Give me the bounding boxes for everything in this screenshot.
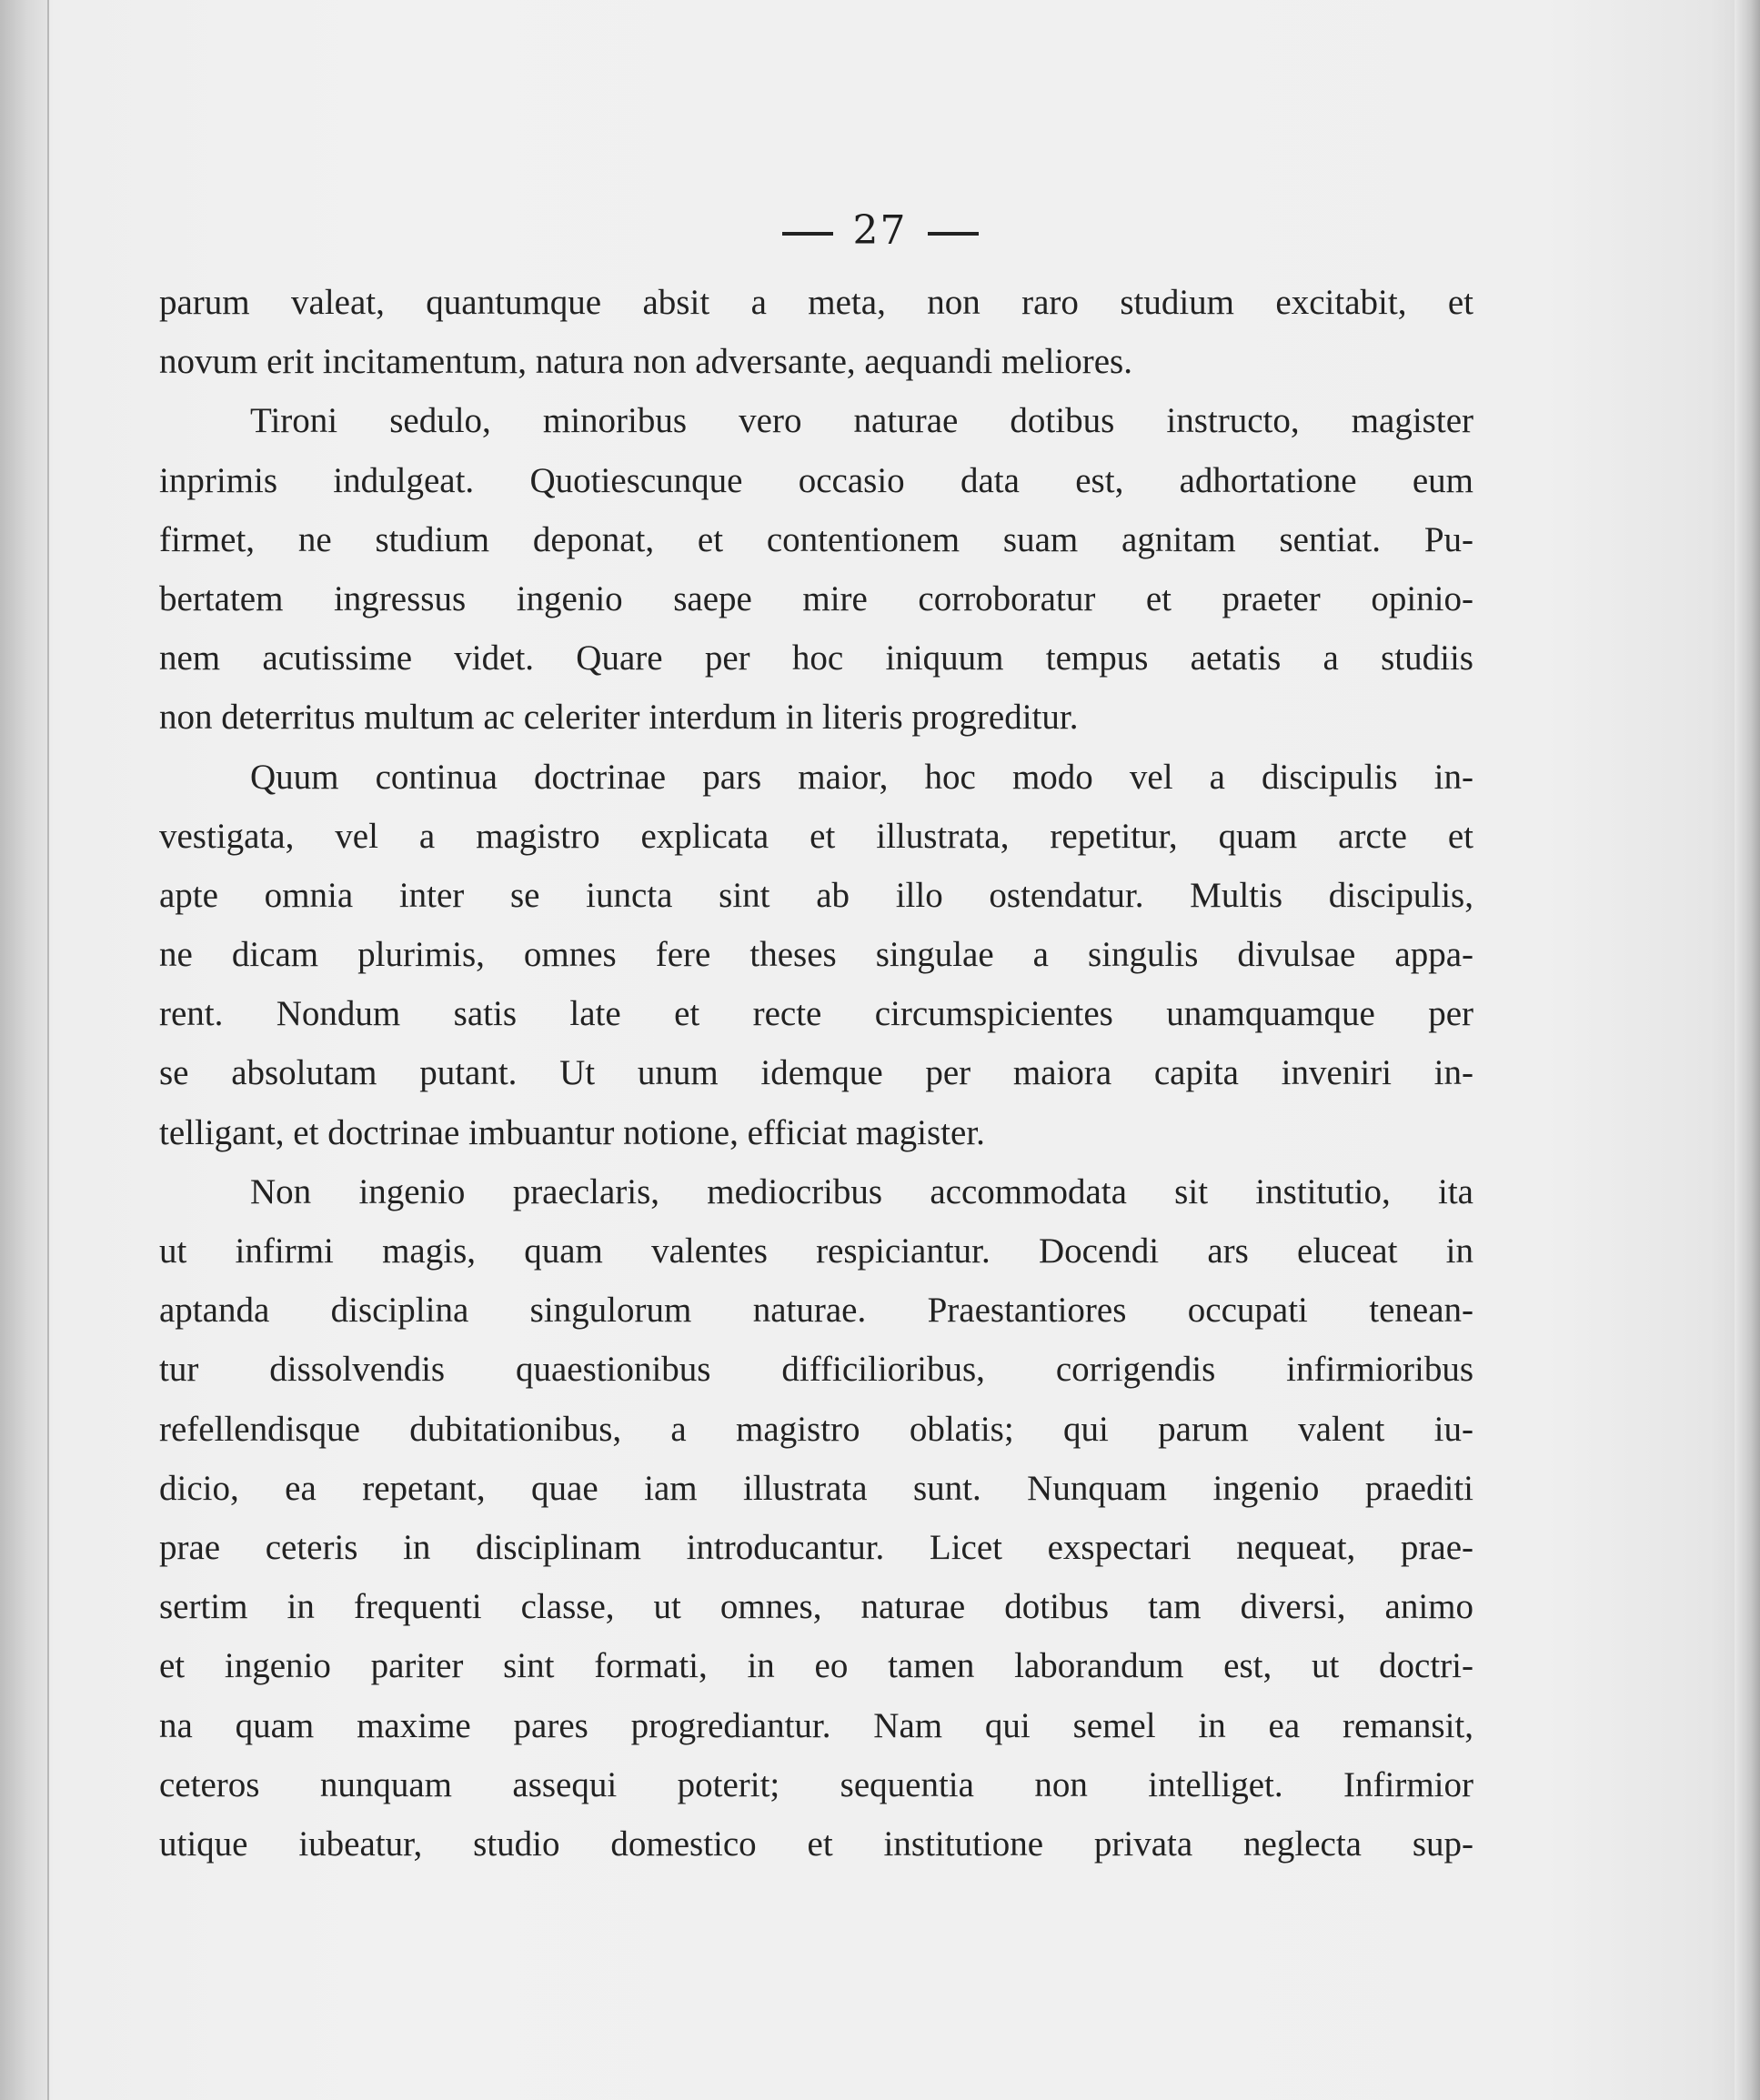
- text-line: se absolutam putant. Ut unum idemque per maiora capita inveniri in-: [159, 1053, 1473, 1093]
- text-line: telligant, et doctrinae imbuantur notione, efficiat magister.: [159, 1112, 985, 1152]
- text-line: dicio, ea repetant, quae iam illustrata sunt. Nunquam ingenio praediti: [159, 1468, 1473, 1508]
- text-line: ne dicam plurimis, omnes fere theses singulae a singulis divulsae appa-: [159, 935, 1473, 975]
- text-line: Non ingenio praeclaris, mediocribus accommodata sit institutio, ita: [250, 1171, 1473, 1211]
- text-line: Quum continua doctrinae pars maior, hoc modo vel a discipulis in-: [250, 757, 1473, 797]
- text-line: apte omnia inter se iuncta sint ab illo ostendatur. Multis discipulis,: [159, 875, 1473, 915]
- text-line: rent. Nondum satis late et recte circumspicientes unamquamque per: [159, 994, 1473, 1034]
- text-line: refellendisque dubitationibus, a magistro oblatis; qui parum valent iu-: [159, 1409, 1473, 1449]
- text-line: et ingenio pariter sint formati, in eo tamen laborandum est, ut doctri-: [159, 1646, 1473, 1686]
- text-line: nem acutissime videt. Quare per hoc iniquum tempus aetatis a studiis: [159, 638, 1473, 678]
- book-gutter: [0, 0, 49, 2100]
- page-number: 27: [852, 207, 908, 254]
- text-line: bertatem ingressus ingenio saepe mire corroboratur et praeter opinio-: [159, 578, 1473, 618]
- text-line: Tironi sedulo, minoribus vero naturae dotibus instructo, magister: [250, 401, 1473, 441]
- text-line: prae ceteris in disciplinam introducantur. Licet exspectari nequeat, prae-: [159, 1527, 1473, 1567]
- text-line: tur dissolvendis quaestionibus difficilioribus, corrigendis infirmioribus: [159, 1350, 1473, 1390]
- text-line: non deterritus multum ac celeriter interdum in literis progreditur.: [159, 698, 1079, 738]
- dash-left: [782, 232, 833, 236]
- page-edge: [1735, 0, 1760, 2100]
- text-line: na quam maxime pares progrediantur. Nam qui semel in ea remansit,: [159, 1705, 1473, 1745]
- text-line: aptanda disciplina singulorum naturae. Praestantiores occupati tenean-: [159, 1291, 1473, 1331]
- text-line: ut infirmi magis, quam valentes respiciantur. Docendi ars eluceat in: [159, 1231, 1473, 1271]
- dash-right: [928, 232, 979, 236]
- text-line: inprimis indulgeat. Quotiescunque occasio data est, adhortatione eum: [159, 460, 1473, 500]
- text-line: parum valeat, quantumque absit a meta, non raro studium excitabit, et: [159, 283, 1473, 322]
- text-line: novum erit incitamentum, natura non adversante, aequandi meliores.: [159, 342, 1132, 382]
- text-line: ceteros nunquam assequi poterit; sequentia non intelliget. Infirmior: [159, 1764, 1473, 1804]
- page-number-header: [0, 207, 1760, 254]
- text-line: firmet, ne studium deponat, et contentionem suam agnitam sentiat. Pu-: [159, 519, 1473, 559]
- body-text: [159, 273, 1473, 1874]
- text-line: vestigata, vel a magistro explicata et illustrata, repetitur, quam arcte et: [159, 816, 1473, 856]
- text-line: utique iubeatur, studio domestico et institutione privata neglecta sup-: [159, 1824, 1473, 1864]
- text-line: sertim in frequenti classe, ut omnes, naturae dotibus tam diversi, animo: [159, 1587, 1473, 1627]
